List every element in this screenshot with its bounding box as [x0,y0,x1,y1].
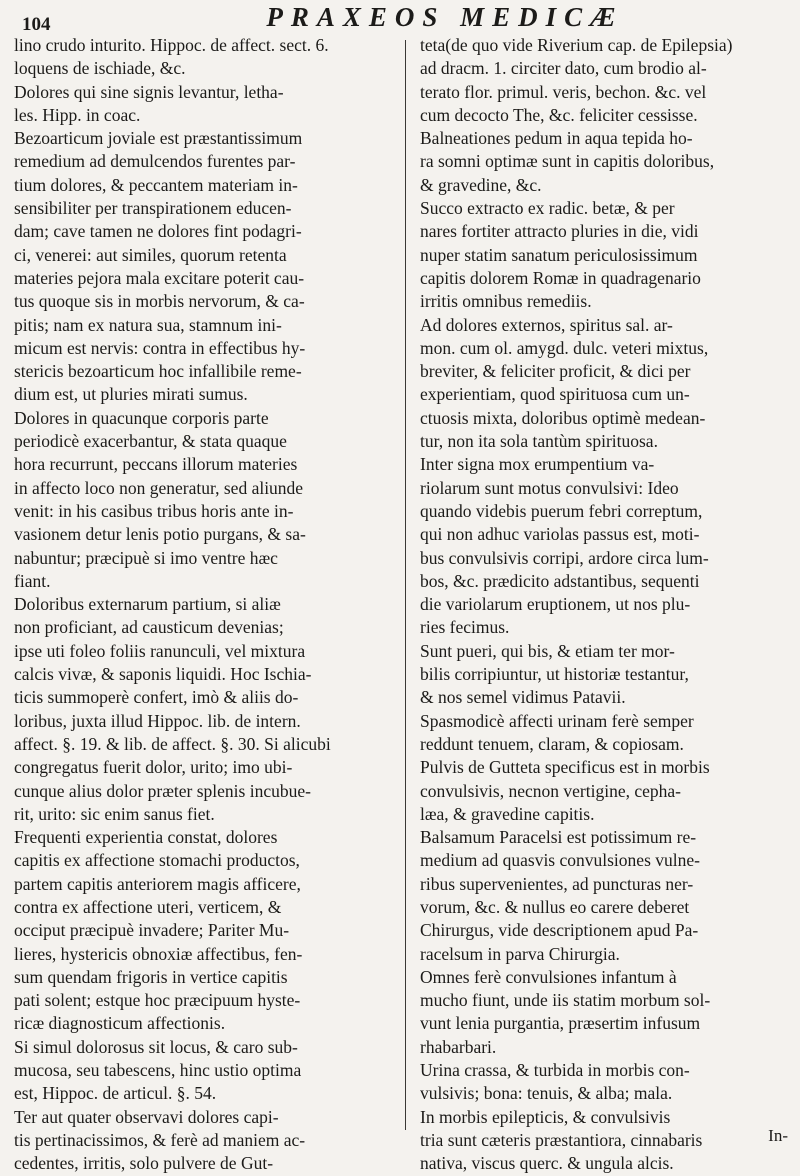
text-line: materies pejora mala excitare poterit cau- [14,267,305,288]
text-line: Ad dolores externos, spiritus sal. ar- [420,314,673,335]
text-line: tium dolores, & peccantem materiam in- [14,174,298,195]
text-line: rhabarbari. [420,1036,497,1057]
text-line: In morbis epilepticis, & convulsivis [420,1106,671,1127]
text-line: congregatus fuerit dolor, urito; imo ubi- [14,757,293,778]
text-line: fiant. [14,570,51,591]
text-line: venit: in his casibus tribus horis ante in- [14,500,294,521]
text-line: ctuosis mixta, doloribus optimè medean- [420,407,706,428]
text-line: pitis; nam ex natura sua, stamnum ini- [14,314,282,335]
running-title: PRAXEOS MEDICÆ [266,2,624,32]
text-line: irritis omnibus remediis. [420,291,592,312]
text-line: stericis bezoarticum hoc infallibile reme- [14,361,302,382]
text-line: vasionem detur lenis potio purgans, & sa- [14,524,306,545]
text-line: Sunt pueri, qui bis, & etiam ter mor- [420,640,675,661]
text-line: in affecto loco non generatur, sed aliunde [14,477,304,498]
text-line: nuper statim sanatum periculosissimum [420,244,698,265]
text-line: capitis ex affectione stomachi productos, [14,850,300,871]
text-line: teta(de quo vide Riverium cap. de Epilepsia) [420,35,733,55]
text-line: Balneationes pedum in aqua tepida ho- [420,128,693,149]
text-line: contra ex affectione uteri, verticem, & [14,896,282,917]
text-line: Inter signa mox erumpentium va- [420,454,655,475]
text-line: remedium ad demulcendos furentes par- [14,151,296,172]
text-line: tus quoque sis in morbis nervorum, & ca- [14,291,305,312]
text-line: lieres, hystericis obnoxiæ affectibus, fen- [14,943,303,964]
text-line: Balsamum Paracelsi est potissimum re- [420,827,697,848]
text-line: Pulvis de Gutteta specificus est in morbis [420,757,710,778]
text-line: mucosa, seu tabescens, hinc ustio optima [14,1060,302,1081]
text-line: dam; cave tamen ne dolores fint podagri- [14,221,302,242]
text-line: reddunt tenuem, claram, & copiosam. [420,733,684,754]
text-line: Chirurgus, vide descriptionem apud Pa- [420,920,699,941]
text-line: Doloribus externarum partium, si aliæ [14,594,281,615]
text-line: ci, venerei: aut similes, quorum retenta [14,244,287,265]
text-line: affect. §. 19. & lib. de affect. §. 30. Si alicubi [14,733,331,754]
text-line: qui non adhuc variolas passus est, moti- [420,524,700,545]
right-text-column [420,34,790,1176]
text-line: riolarum sunt motus convulsivi: Ideo [420,477,679,498]
text-line: cedentes, irritis, solo pulvere de Gut- [14,1153,274,1174]
text-line: ribus supervenientes, ad puncturas ner- [420,873,694,894]
left-text-column [14,34,382,1176]
text-line: terato flor. primul. veris, bechon. &c. vel [420,81,707,102]
text-line: convulsivis, necnon vertigine, cepha- [420,780,681,801]
text-line: vunt lenia purgantia, præsertim infusum [420,1013,701,1034]
page-header [22,2,782,36]
text-line: lino crudo inturito. Hippoc. de affect. sect. 6. [14,35,329,55]
text-line: vulsivis; bona: tenuis, & alba; mala. [420,1083,673,1104]
text-line: die variolarum eruptionem, ut nos plu- [420,594,691,615]
text-line: nares fortiter attracto pluries in die, vidi [420,221,699,242]
text-line: racelsum in parva Chirurgia. [420,943,620,964]
text-line: medium ad quasvis convulsiones vulne- [420,850,700,871]
text-line: bos, &c. prædicito adstantibus, sequenti [420,570,700,591]
text-line: ticis summoperè confert, imò & aliis do- [14,687,299,708]
text-line: & gravedine, &c. [420,174,542,195]
text-line: micum est nervis: contra in effectibus hy- [14,337,306,358]
text-line: cunque alius dolor præter splenis incubue- [14,780,311,801]
text-line: dium est, ut pluries mirati sumus. [14,384,248,405]
text-line: Ter aut quater observavi dolores capi- [14,1106,279,1127]
text-line: Omnes ferè convulsiones infantum à [420,966,677,987]
text-line: les. Hipp. in coac. [14,104,141,125]
text-line: Frequenti experientia constat, dolores [14,827,278,848]
text-line: Dolores in quacunque corporis parte [14,407,269,428]
text-line: experientiam, quod spirituosa cum un- [420,384,690,405]
text-line: tur, non ita sola tantùm spirituosa. [420,431,658,452]
text-line: hora recurrunt, peccans illorum materies [14,454,298,475]
text-line: sum quendam frigoris in vertice capitis [14,966,288,987]
text-line: periodicè exacerbantur, & stata quaque [14,431,287,452]
page-number: 104 [22,14,51,35]
text-line: ipse uti foleo foliis ranunculi, vel mixtura [14,640,306,661]
text-line: non proficiant, ad causticum devenias; [14,617,284,638]
text-line: partem capitis anteriorem magis afficere, [14,873,301,894]
text-line: cum decocto The, &c. feliciter cessisse. [420,104,698,125]
text-line: capitis dolorem Romæ in quadragenario [420,267,701,288]
text-line: calcis vivæ, & saponis liquidi. Hoc Ischia- [14,664,312,685]
text-line: tis pertinacissimos, & ferè ad maniem ac- [14,1129,306,1150]
text-line: Dolores qui sine signis levantur, letha- [14,81,284,102]
text-line: ad dracm. 1. circiter dato, cum brodio al- [420,58,707,79]
text-line: Spasmodicè affecti urinam ferè semper [420,710,694,731]
text-line: Bezoarticum joviale est præstantissimum [14,128,303,149]
text-line: Succo extracto ex radic. betæ, & per [420,198,675,219]
text-line: quando videbis puerum febri correptum, [420,500,703,521]
text-line: ries fecimus. [420,617,510,638]
text-line: Si simul dolorosus sit locus, & caro sub- [14,1036,298,1057]
text-line: bilis corripiuntur, ut historiæ testantur, [420,664,689,685]
column-divider [405,40,406,1130]
text-line: tria sunt cæteris præstantiora, cinnabaris [420,1129,703,1150]
text-line: vorum, &c. & nullus eo carere deberet [420,896,690,917]
text-line: sensibiliter per transpirationem educen- [14,198,292,219]
text-line: Urina crassa, & turbida in morbis con- [420,1060,690,1081]
text-line: ricæ diagnosticum affectionis. [14,1013,226,1034]
text-line: breviter, & feliciter proficit, & dici per [420,361,691,382]
text-line: & nos semel vidimus Patavii. [420,687,626,708]
text-line: pati solent; estque hoc præcipuum hyste- [14,990,301,1011]
text-line: nabuntur; præcipuè si imo ventre hæc [14,547,278,568]
text-line: mon. cum ol. amygd. dulc. veteri mixtus, [420,337,709,358]
text-line: occiput præcipuè invadere; Pariter Mu- [14,920,290,941]
text-line: læa, & gravedine capitis. [420,803,595,824]
text-line: loquens de ischiade, &c. [14,58,186,79]
text-line: bus convulsivis corripi, ardore circa lum- [420,547,709,568]
catchword: In- [768,1126,788,1145]
text-line: mucho fiunt, unde iis statim morbum sol- [420,990,711,1011]
text-line: est, Hippoc. de articul. §. 54. [14,1083,217,1104]
text-line: rit, urito: sic enim sanus fiet. [14,803,215,824]
text-line: loribus, juxta illud Hippoc. lib. de intern. [14,710,301,731]
text-line: nativa, viscus querc. & ungula alcis. [420,1153,674,1174]
text-line: ra somni optimæ sunt in capitis doloribus, [420,151,715,172]
